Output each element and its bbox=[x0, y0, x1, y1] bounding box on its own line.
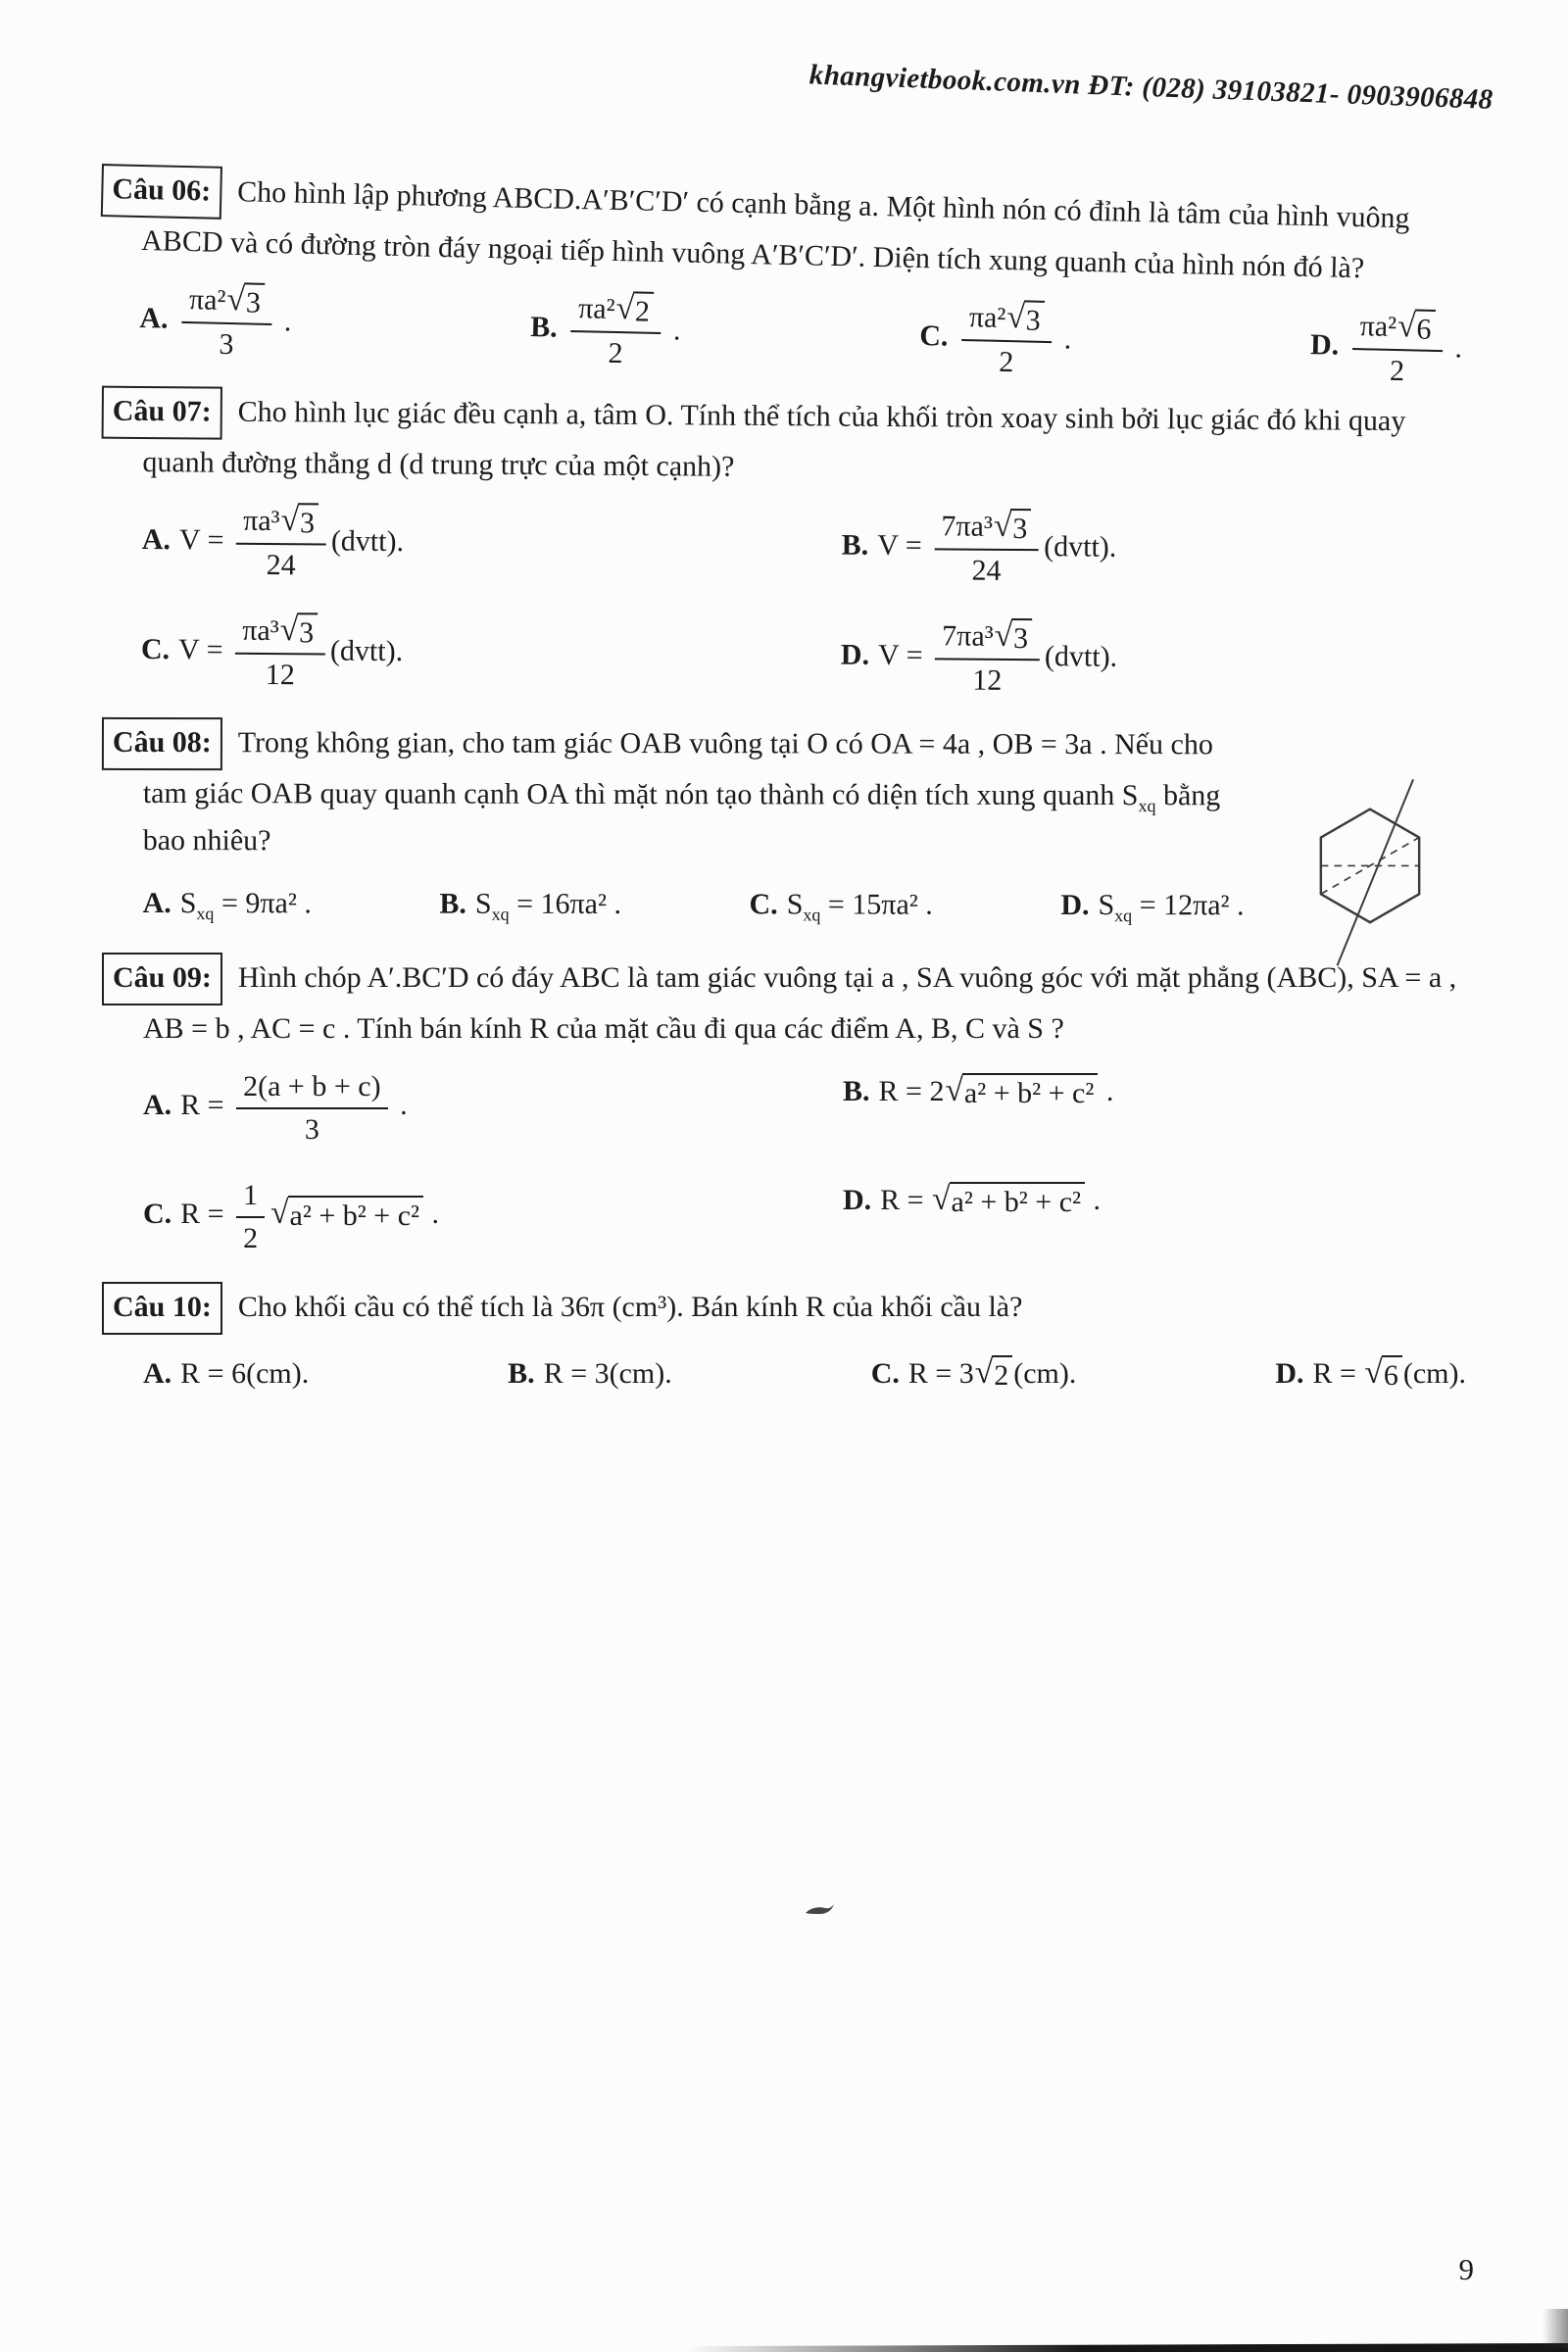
radicand: a² + b² + c² bbox=[962, 1073, 1098, 1111]
radical-sign: √ bbox=[993, 507, 1012, 544]
option-expression: R = 6(cm). bbox=[180, 1357, 310, 1390]
scan-corner-artifact bbox=[1543, 2309, 1568, 2348]
options-row bbox=[138, 280, 1463, 391]
denominator: 24 bbox=[971, 554, 1002, 587]
option-label: D. bbox=[1309, 327, 1340, 362]
option-expression: V = 7πa³ √ 3 12 (dvtt). bbox=[878, 639, 1117, 673]
subscript: xq bbox=[1114, 906, 1133, 926]
answer-option bbox=[1275, 1350, 1466, 1397]
radical-sign: √ bbox=[279, 612, 299, 649]
numerator: πa³ √ 3 bbox=[235, 612, 325, 655]
option-label: C. bbox=[749, 888, 778, 921]
numerator: πa² √ 3 bbox=[961, 299, 1053, 343]
radicand: 2 bbox=[992, 1355, 1012, 1394]
radical-sign: √ bbox=[280, 502, 300, 539]
square-root bbox=[945, 1073, 1098, 1111]
square-root bbox=[270, 1196, 423, 1234]
option-expression: πa² √ 3 3 . bbox=[176, 303, 292, 338]
radical-sign: √ bbox=[615, 289, 635, 327]
denominator: 2 bbox=[1389, 354, 1405, 387]
radical-sign: √ bbox=[932, 1181, 951, 1217]
numerator: 1 bbox=[236, 1177, 265, 1218]
option-label: A. bbox=[143, 1089, 172, 1122]
radicand: 6 bbox=[1382, 1355, 1402, 1394]
radical-sign: √ bbox=[945, 1072, 963, 1108]
square-root bbox=[615, 291, 654, 329]
answer-option bbox=[143, 1350, 309, 1397]
option-expression: R = $\frac{2(a + b + c)}{3}$ . bbox=[180, 1089, 407, 1121]
option-label: C. bbox=[140, 632, 171, 666]
option-label: D. bbox=[1275, 1357, 1304, 1390]
option-label: D. bbox=[843, 1184, 872, 1216]
answer-option bbox=[143, 1177, 843, 1256]
radicand: 3 bbox=[1011, 618, 1032, 657]
denominator: 24 bbox=[266, 548, 296, 581]
options-row bbox=[143, 1068, 1476, 1256]
answer-option bbox=[841, 617, 1475, 703]
fraction bbox=[235, 612, 326, 694]
option-expression: πa² √ 2 2 . bbox=[565, 312, 681, 347]
radicand: 3 bbox=[297, 612, 318, 651]
option-expression: πa² √ 6 2 . bbox=[1348, 329, 1463, 365]
option-expression: πa² √ 3 2 . bbox=[956, 320, 1072, 356]
answer-option bbox=[141, 612, 842, 698]
square-root bbox=[1397, 309, 1436, 347]
question-text: Trong không gian, cho tam giác OAB vuông tại O có OA = 4a , OB = 3a . Nếu cho tam giác OAB quay quanh cạnh OA thì mặt nón tạo thành có diện tích xung quanh $S_{xq}$ bằng bao nhiêu? bbox=[142, 726, 1221, 858]
option-expression: V = πa³ √ 3 12 (dvtt). bbox=[178, 633, 403, 667]
question-block bbox=[112, 717, 1245, 929]
radicand: 2 bbox=[633, 291, 655, 329]
answer-option bbox=[749, 881, 932, 928]
question-text: Cho hình lập phương ABCD.A′B′C′D′ có cạnh bằng a. Một hình nón có đỉnh là tâm của hình vuông ABCD và có đường tròn đáy ngoại tiếp hình vuông A′B′C′D′. Diện tích xung quanh của hình nón đó là? bbox=[140, 175, 1410, 285]
radical-sign: √ bbox=[226, 280, 246, 318]
option-expression: $S_{xq} = 16\pi a^2$ . bbox=[474, 887, 622, 924]
option-expression: R = 2 √ a² + b² + c² . bbox=[878, 1072, 1114, 1109]
hexagon-figure bbox=[1296, 776, 1445, 970]
denominator: 2 bbox=[243, 1221, 259, 1254]
answer-option bbox=[871, 1350, 1077, 1397]
answer-option bbox=[1060, 882, 1244, 929]
option-expression: R = 3 √ 2 (cm). bbox=[907, 1354, 1077, 1392]
option-expression: $S_{xq} = 15\pi a^2$ . bbox=[786, 888, 933, 925]
question-block bbox=[112, 165, 1479, 391]
question-block bbox=[113, 1282, 1480, 1397]
option-expression: R = $\frac{1}{2}$ √ a² + b² + c² . bbox=[180, 1198, 439, 1230]
question-number-box: Câu 06: bbox=[101, 164, 222, 220]
ink-smudge bbox=[802, 1899, 837, 1921]
radicand: 6 bbox=[1414, 309, 1436, 347]
denominator: 12 bbox=[265, 658, 295, 691]
options-row bbox=[141, 502, 1475, 703]
radicand: 3 bbox=[1023, 300, 1045, 338]
fraction bbox=[236, 1177, 265, 1256]
square-root bbox=[280, 612, 318, 651]
answer-option bbox=[439, 881, 621, 928]
radical-sign: √ bbox=[270, 1195, 289, 1232]
numerator: 7πa³ √ 3 bbox=[934, 508, 1039, 550]
rotation-axis-line bbox=[1338, 779, 1414, 965]
radical-sign: √ bbox=[1364, 1354, 1383, 1391]
option-expression: $S_{xq} = 12\pi a^2$ . bbox=[1098, 889, 1245, 926]
square-root bbox=[995, 618, 1033, 657]
scan-edge-artifact bbox=[686, 2343, 1568, 2352]
option-label: A. bbox=[141, 522, 172, 557]
option-label: C. bbox=[143, 1198, 172, 1231]
option-expression: V = πa³ √ 3 24 (dvtt). bbox=[179, 523, 404, 558]
numerator: πa² √ 6 bbox=[1352, 308, 1444, 352]
option-expression: R = √ 6 (cm). bbox=[1312, 1354, 1466, 1392]
square-root bbox=[932, 1182, 1085, 1220]
radicand: 3 bbox=[298, 503, 318, 541]
question-number-box: Câu 10: bbox=[102, 1282, 222, 1335]
fraction bbox=[960, 299, 1053, 381]
answer-option bbox=[843, 1068, 1476, 1148]
subscript: xq bbox=[491, 904, 510, 924]
subscript: xq bbox=[196, 904, 215, 924]
option-label: B. bbox=[843, 1075, 870, 1107]
fraction bbox=[1351, 308, 1444, 390]
denominator: 2 bbox=[998, 345, 1014, 378]
radical-sign: √ bbox=[1396, 308, 1417, 345]
option-label: B. bbox=[841, 528, 869, 562]
radical-sign: √ bbox=[1005, 299, 1026, 336]
answer-option bbox=[138, 280, 292, 364]
numerator: πa² √ 2 bbox=[571, 290, 662, 334]
option-label: A. bbox=[142, 886, 172, 920]
options-row bbox=[143, 880, 1245, 929]
option-label: D. bbox=[1060, 888, 1090, 922]
option-expression: $S_{xq} = 9\pi a^2$ . bbox=[179, 887, 312, 924]
subscript: xq bbox=[803, 905, 821, 925]
square-root bbox=[975, 1355, 1012, 1394]
fraction bbox=[935, 617, 1041, 699]
option-label: A. bbox=[143, 1357, 172, 1390]
fraction bbox=[236, 503, 327, 584]
option-label: D. bbox=[840, 638, 870, 671]
answer-option bbox=[918, 298, 1072, 381]
question-block bbox=[113, 953, 1480, 1256]
question-text: Hình chóp A′.BC′D có đáy ABC là tam giác vuông tại a , SA vuông góc với mặt phẳng (ABC), SA = a , AB = b , AC = c . Tính bán kính R của mặt cầu đi qua các điểm A, B, C và S ? bbox=[143, 961, 1457, 1045]
option-label: B. bbox=[508, 1357, 535, 1390]
question-text: Cho hình lục giác đều cạnh a, tâm O. Tính thể tích của khối tròn xoay sinh bởi lục giác đó khi quay quanh đường thẳng d (d trung trực của một cạnh)? bbox=[142, 395, 1406, 483]
question-number-box: Câu 09: bbox=[102, 953, 222, 1005]
fraction bbox=[181, 281, 273, 364]
option-label: C. bbox=[870, 1357, 900, 1390]
option-expression: R = √ a² + b² + c² . bbox=[880, 1181, 1101, 1218]
options-row bbox=[143, 1350, 1466, 1397]
numerator: πa³ √ 3 bbox=[236, 503, 326, 545]
fraction bbox=[236, 1068, 387, 1148]
answer-option bbox=[143, 1068, 843, 1148]
square-root bbox=[280, 503, 318, 541]
fraction bbox=[934, 508, 1040, 589]
denominator: 12 bbox=[972, 663, 1003, 697]
answer-option bbox=[141, 502, 842, 588]
option-label: C. bbox=[918, 318, 949, 353]
page-header: khangvietbook.com.vn ĐT: (028) 39103821- 0903906848 bbox=[808, 59, 1494, 116]
square-root bbox=[1364, 1355, 1401, 1394]
radical-sign: √ bbox=[994, 616, 1013, 654]
answer-option bbox=[843, 1177, 1476, 1256]
option-expression: V = 7πa³ √ 3 24 (dvtt). bbox=[877, 529, 1116, 564]
numerator: 2(a + b + c) bbox=[236, 1068, 387, 1109]
radicand: a² + b² + c² bbox=[950, 1182, 1085, 1220]
radical-sign: √ bbox=[974, 1354, 994, 1391]
option-label: B. bbox=[529, 310, 559, 344]
radicand: 3 bbox=[1010, 509, 1031, 547]
square-root bbox=[1006, 300, 1045, 338]
denominator: 3 bbox=[304, 1112, 319, 1146]
fraction bbox=[570, 290, 662, 372]
answer-option bbox=[529, 289, 681, 372]
numerator: πa² √ 3 bbox=[182, 281, 273, 325]
answer-option bbox=[841, 508, 1475, 593]
square-root bbox=[226, 282, 265, 320]
square-root bbox=[994, 509, 1032, 547]
option-label: B. bbox=[439, 887, 466, 920]
denominator: 3 bbox=[219, 327, 234, 361]
subscript: xq bbox=[1138, 796, 1156, 816]
answer-option bbox=[1309, 307, 1463, 390]
question-number-box: Câu 08: bbox=[102, 717, 222, 770]
answer-option bbox=[143, 880, 312, 927]
radicand: a² + b² + c² bbox=[288, 1196, 423, 1234]
question-text: Cho khối cầu có thể tích là 36π (cm³). Bán kính R của khối cầu là? bbox=[237, 1291, 1023, 1323]
denominator: 2 bbox=[608, 336, 623, 369]
answer-option bbox=[508, 1350, 672, 1397]
option-label: A. bbox=[139, 301, 169, 335]
option-expression: R = 3(cm). bbox=[543, 1357, 672, 1390]
numerator: 7πa³ √ 3 bbox=[935, 617, 1040, 660]
question-block bbox=[112, 386, 1480, 703]
page-number: 9 bbox=[1458, 2252, 1474, 2286]
question-number-box: Câu 07: bbox=[102, 386, 222, 440]
radicand: 3 bbox=[244, 282, 266, 320]
